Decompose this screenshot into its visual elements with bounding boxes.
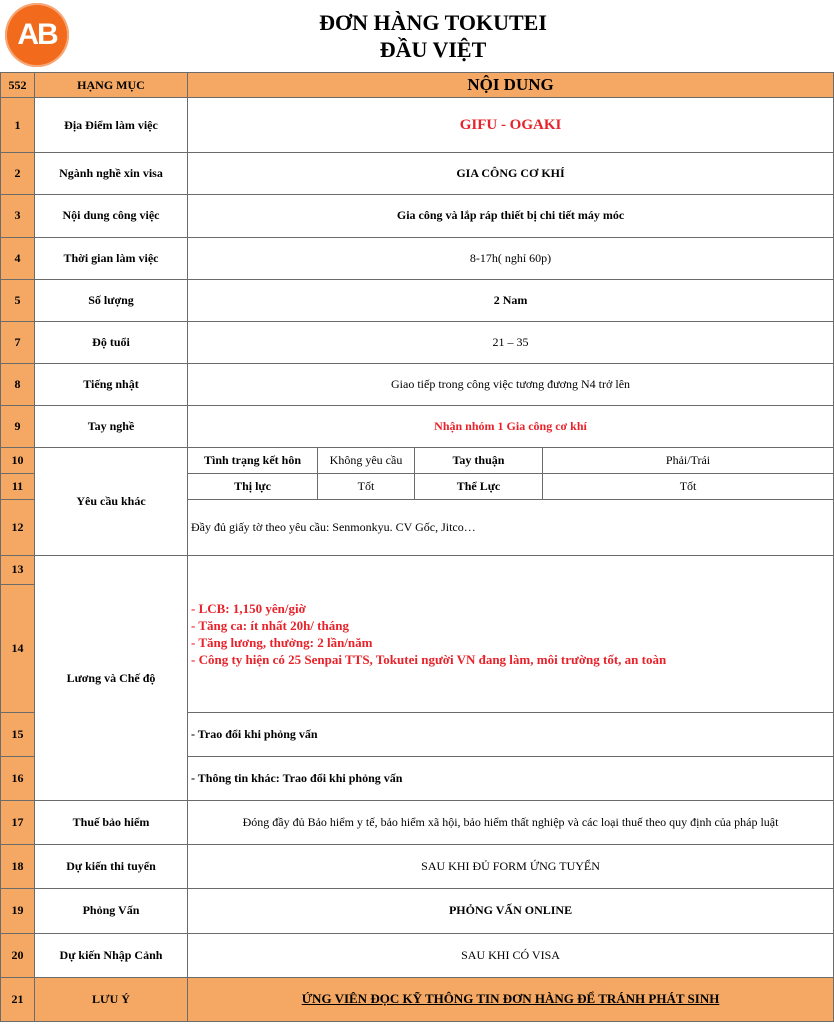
table-row [1, 933, 834, 977]
row-number: 17 [1, 801, 35, 845]
row-number: 1 [1, 98, 35, 153]
fitness-value: Tốt [543, 474, 834, 500]
table-row [1, 977, 834, 1021]
header-content: NỘI DUNG [188, 73, 834, 98]
row-label: Thời gian làm việc [35, 237, 188, 279]
job-value: Gia công và lắp ráp thiết bị chi tiết máy móc [188, 195, 834, 237]
row-number: 8 [1, 363, 35, 405]
benefit-item: - Công ty hiện có 25 Senpai TTS, Tokutei người VN đang làm, môi trường tốt, an toàn [191, 652, 667, 668]
logo-text: AB [17, 18, 57, 51]
row-number: 2 [1, 153, 35, 195]
hours-value: 8-17h( nghỉ 60p) [188, 237, 834, 279]
row-label: Nội dung công việc [35, 195, 188, 237]
marital-status-label: Tình trạng kết hôn [188, 448, 318, 474]
row-number: 16 [1, 757, 35, 801]
note-cell [188, 977, 834, 1021]
salary-discuss-value: - Trao đổi khi phỏng vấn [188, 712, 834, 756]
table-row [1, 448, 834, 474]
row-label: Yêu cầu khác [35, 448, 188, 556]
row-number: 14 [1, 584, 35, 712]
row-label: Dự kiến thi tuyển [35, 845, 188, 889]
exam-value: SAU KHI ĐỦ FORM ỨNG TUYỂN [188, 845, 834, 889]
benefit-item: - Tăng lương, thưởng: 2 lần/năm [191, 635, 373, 651]
table-row [1, 237, 834, 279]
table-row [1, 153, 834, 195]
row-label: Địa Điểm làm việc [35, 98, 188, 153]
row-number: 12 [1, 500, 35, 556]
age-value: 21 – 35 [188, 321, 834, 363]
marital-status-value: Không yêu cầu [318, 448, 415, 474]
row-number: 20 [1, 933, 35, 977]
row-label: Thuế bảo hiểm [35, 801, 188, 845]
row-label: Ngành nghề xin visa [35, 153, 188, 195]
table-row [1, 845, 834, 889]
row-number: 13 [1, 556, 35, 584]
interview-value: PHỎNG VẤN ONLINE [188, 889, 834, 933]
row-label: Dự kiến Nhập Cảnh [35, 933, 188, 977]
row-number: 4 [1, 237, 35, 279]
row-label: Độ tuổi [35, 321, 188, 363]
eyesight-value: Tốt [318, 474, 415, 500]
table-row [1, 801, 834, 845]
table-row [1, 279, 834, 321]
handedness-value: Phải/Trái [543, 448, 834, 474]
japanese-value: Giao tiếp trong công việc tương đương N4 trở lên [188, 363, 834, 405]
location-value: GIFU - OGAKI [188, 98, 834, 153]
documents-value: Đầy đủ giấy tờ theo yêu cầu: Senmonkyu. CV Gốc, Jitco… [188, 500, 834, 556]
table-row [1, 98, 834, 153]
table-row [1, 406, 834, 448]
note-value: ỨNG VIÊN ĐỌC KỸ THÔNG TIN ĐƠN HÀNG ĐỂ TRÁNH PHÁT SINH [301, 991, 720, 1007]
industry-value: GIA CÔNG CƠ KHÍ [188, 153, 834, 195]
row-label: Tiếng nhật [35, 363, 188, 405]
handedness-label: Tay thuận [415, 448, 543, 474]
document-subtitle: ĐẦU VIỆT [379, 37, 487, 62]
entry-value: SAU KHI CÓ VISA [188, 933, 834, 977]
benefit-item: - LCB: 1,150 yên/giờ [191, 601, 306, 617]
row-number: 3 [1, 195, 35, 237]
document-title: ĐƠN HÀNG TOKUTEI [319, 10, 547, 35]
row-number: 9 [1, 406, 35, 448]
row-label: Số lượng [35, 279, 188, 321]
quantity-value: 2 Nam [188, 279, 834, 321]
row-number: 15 [1, 712, 35, 756]
order-number: 552 [1, 73, 35, 98]
row-label: Phỏng Vấn [35, 889, 188, 933]
table-row [1, 321, 834, 363]
benefits-cell [188, 556, 834, 712]
row-number: 7 [1, 321, 35, 363]
table-row [1, 556, 834, 584]
row-number: 11 [1, 474, 35, 500]
table-row [1, 363, 834, 405]
header-row [1, 73, 834, 98]
row-number: 19 [1, 889, 35, 933]
header-item: HẠNG MỤC [35, 73, 188, 98]
fitness-label: Thể Lực [415, 474, 543, 500]
skill-value: Nhận nhóm 1 Gia công cơ khí [188, 406, 834, 448]
table-row [1, 195, 834, 237]
row-label: Lương và Chế độ [35, 556, 188, 801]
benefit-item: - Tăng ca: ít nhất 20h/ tháng [191, 618, 349, 634]
order-table [0, 72, 834, 1022]
eyesight-label: Thị lực [188, 474, 318, 500]
row-label: LƯU Ý [35, 977, 188, 1021]
row-label: Tay nghề [35, 406, 188, 448]
table-row [1, 889, 834, 933]
benefits-list [191, 600, 830, 668]
other-info-value: - Thông tin khác: Trao đổi khi phỏng vấn [188, 757, 834, 801]
insurance-value: Đóng đầy đủ Bảo hiểm y tế, bảo hiểm xã hội, bảo hiểm thất nghiệp và các loại thuế theo quy định của pháp luật [188, 801, 834, 845]
row-number: 10 [1, 448, 35, 474]
row-number: 21 [1, 977, 35, 1021]
row-number: 5 [1, 279, 35, 321]
row-number: 18 [1, 845, 35, 889]
